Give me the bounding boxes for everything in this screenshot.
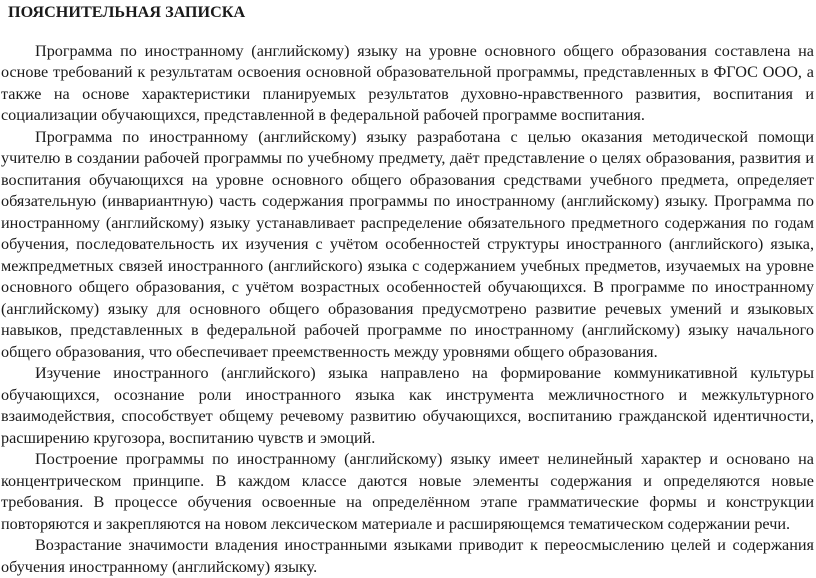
paragraph-3: Изучение иностранного (английского) языка направлено на формирование коммуникативной культуры обучающихся, осознание роли иностранного языка как инструмента межличностного и межкультурного взаимодействия, способствует общему речевому развитию обучающихся, воспитанию гражданской идентичности, расширению кругозора, воспитанию чувств и эмоций.: [1, 364, 814, 447]
paragraph-5: Возрастание значимости владения иностранными языками приводит к переосмыслению целей и содержания обучения иностранному (английскому) языку.: [1, 536, 814, 576]
document-title: ПОЯСНИТЕЛЬНАЯ ЗАПИСКА: [8, 3, 246, 21]
paragraph-2: Программа по иностранному (английскому) языку разработана с целью оказания методической помощи учителю в создании рабочей программы по учебному предмету, даёт представление о целях образования, развития и воспитания обучающихся на уровне основного общего образования средствами учебного предмета, определяет обязательную (инвариантную) часть содержания программы по иностранному (английскому) языку. Программа по иностранному (английскому) языку устанавливает распределение обязательного предметного содержания по годам обучения, последовательность их изучения с учётом особенностей структуры иностранного (английского) языка, межпредметных связей иностранного (английского) языка с содержанием учебных предметов, изучаемых на уровне основного общего образования, с учётом возрастных особенностей обучающихся. В программе по иностранному (английскому) языку для основного общего образования предусмотрено развитие речевых умений и языковых навыков, представленных в федеральной рабочей программе по иностранному (английскому) языку начального общего образования, что обеспечивает преемственность между уровнями общего образования.: [1, 127, 814, 361]
paragraph-4: Построение программы по иностранному (английскому) языку имеет нелинейный характер и основано на концентрическом принципе. В каждом классе даются новые элементы содержания и определяются новые требования. В процессе обучения освоенные на определённом этапе грамматические формы и конструкции повторяются и закрепляются на новом лексическом материале и расширяющемся тематическом содержании речи.: [1, 450, 814, 533]
paragraph-1: Программа по иностранному (английскому) языку на уровне основного общего образования составлена на основе требований к результатам освоения основной образовательной программы, представленных в ФГОС ООО, а также на основе характеристики планируемых результатов духовно-нравственного развития, воспитания и социализации обучающихся, представленной в федеральной рабочей программе воспитания.: [1, 41, 814, 124]
